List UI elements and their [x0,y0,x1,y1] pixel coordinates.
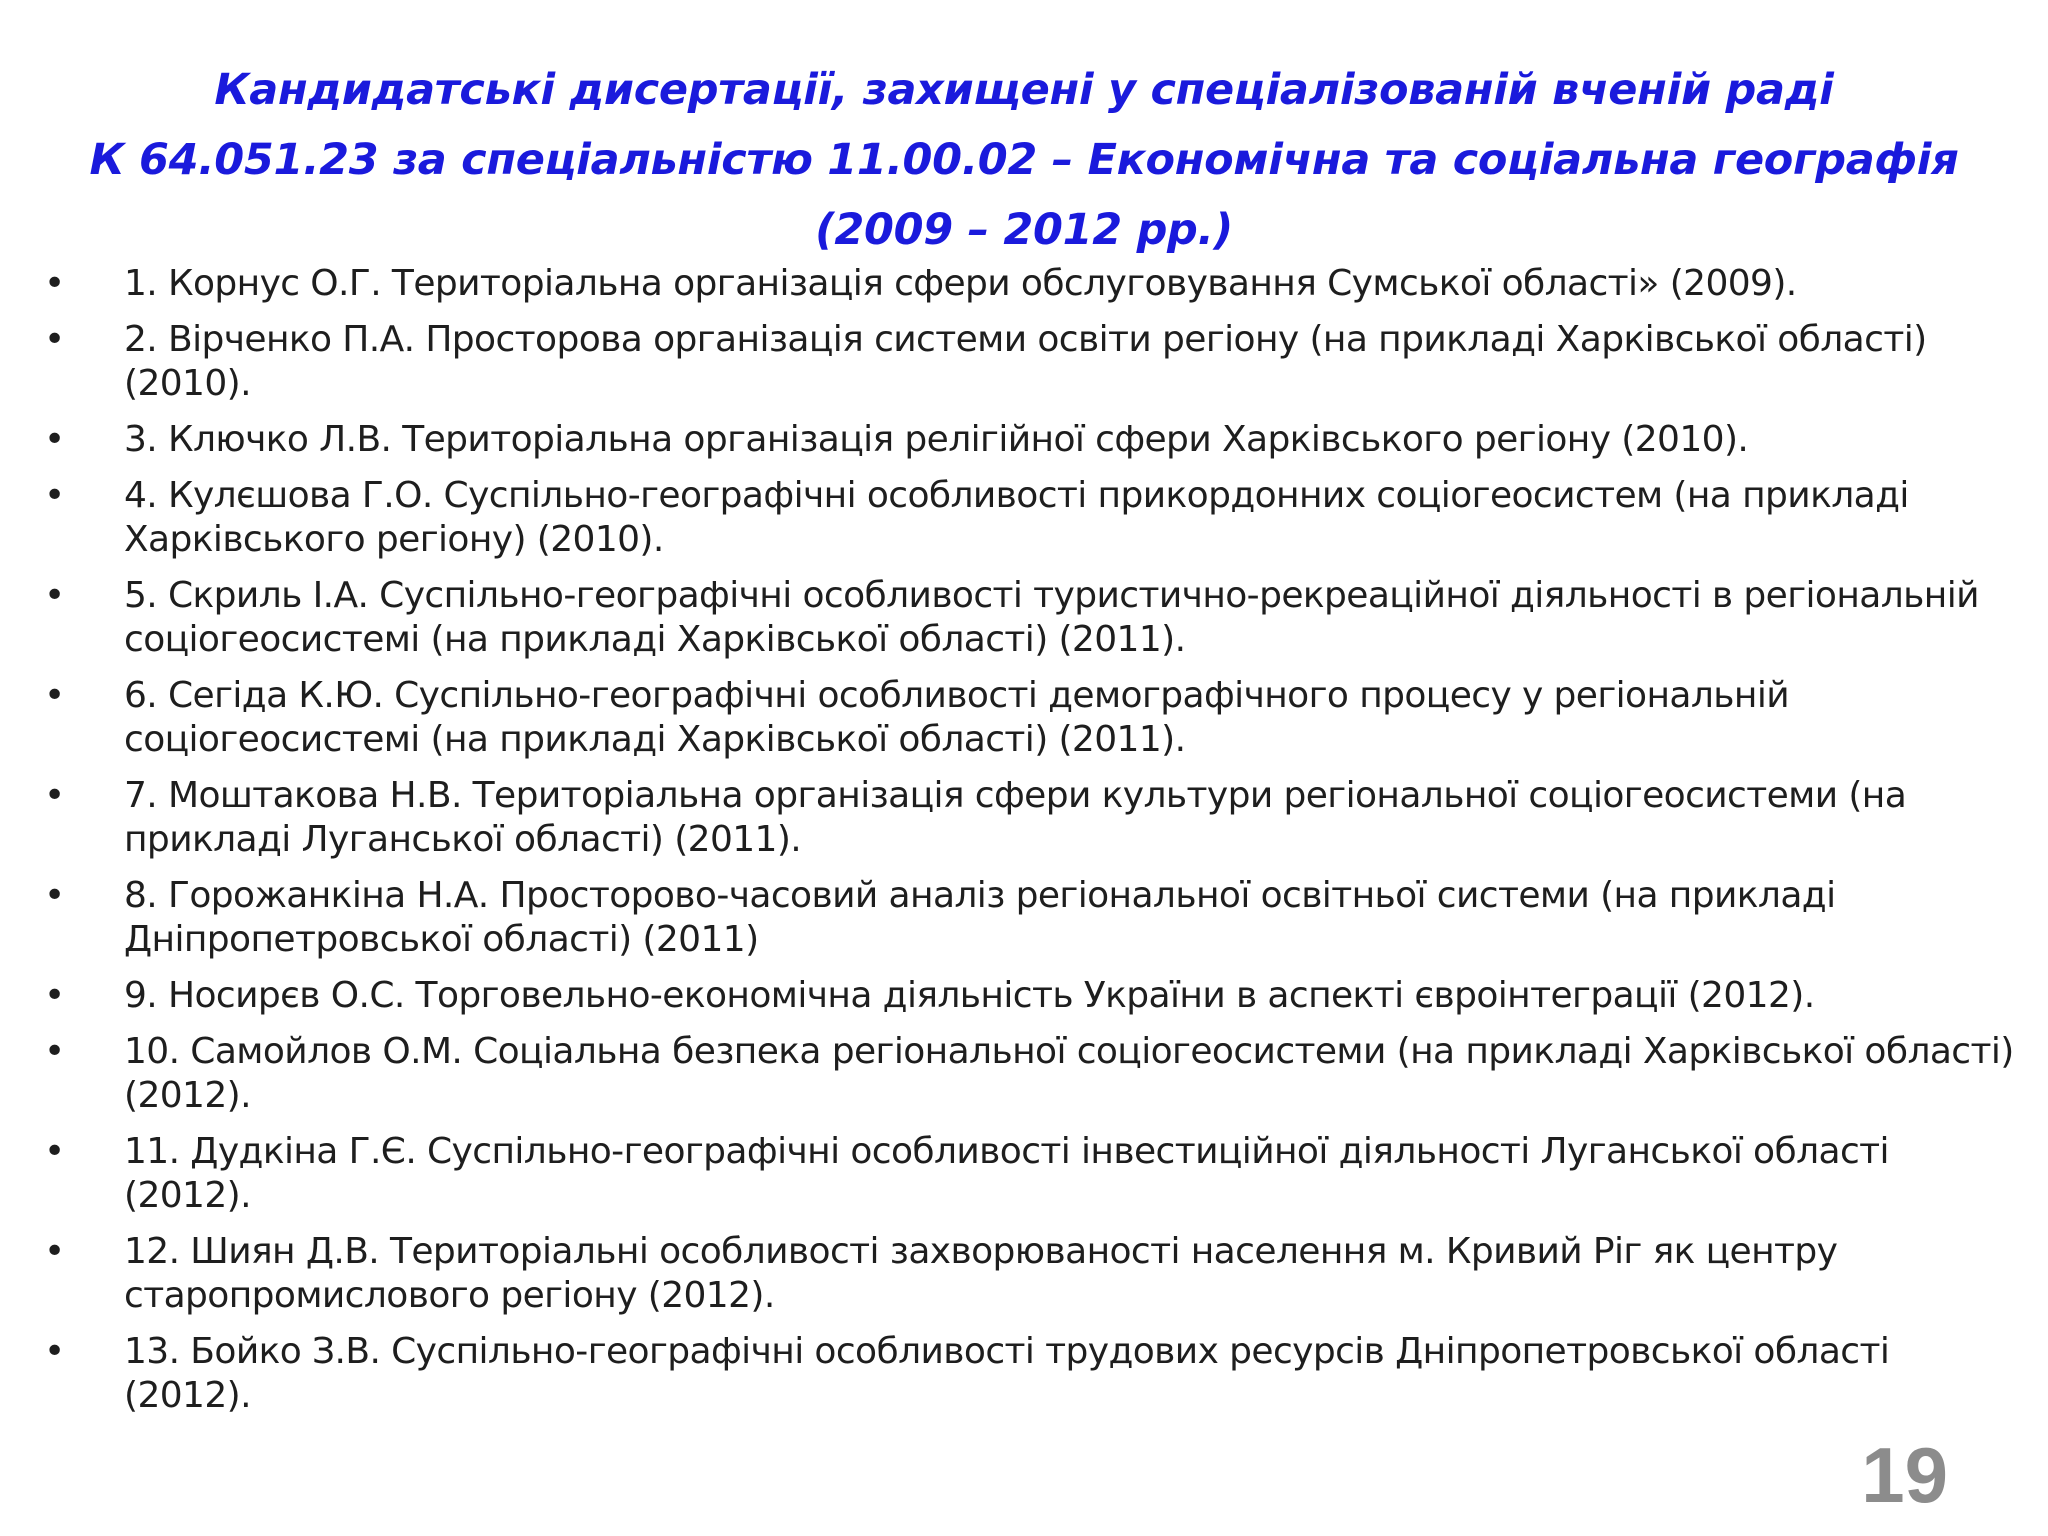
list-item [36,1030,2026,1118]
bullet-icon: • [44,419,65,460]
list-item [36,318,2026,406]
page-number: 19 [1861,1431,1948,1519]
list-item-text: 10. Самойлов О.М. Соціальна безпека регіональної соціогеосистеми (на прикладі Харківської області) (2012). [124,1031,2014,1116]
list-item-text: 3. Ключко Л.В. Територіальна організація релігійної сфери Харківського регіону (2010). [124,419,1749,460]
bullet-icon: • [44,575,65,616]
bullet-icon: • [44,319,65,360]
list-item [36,1130,2026,1218]
list-item-text: 7. Моштакова Н.В. Територіальна організація сфери культури регіональної соціогеосистеми (на прикладі Луганської області) (2011). [124,775,1907,860]
bullet-icon: • [44,1331,65,1372]
list-item [36,418,2026,462]
bullet-icon: • [44,263,65,304]
bullet-icon: • [44,775,65,816]
bullet-icon: • [44,1031,65,1072]
list-item-text: 9. Носирєв О.С. Торговельно-економічна діяльність України в аспекті євроінтеграції (2012). [124,975,1815,1016]
slide-title [40,55,2008,265]
list-item-text: 5. Скриль І.А. Суспільно-географічні особливості туристично-рекреаційної діяльності в регіональній соціогеосистемі (на прикладі Харківської області) (2011). [124,575,1979,660]
list-item [36,674,2026,762]
bullet-icon: • [44,875,65,916]
list-item [36,474,2026,562]
title-line-2: К 64.051.23 за спеціальністю 11.00.02 – Економічна та соціальна географія [89,134,1959,185]
list-item [36,262,2026,306]
list-item [36,974,2026,1018]
list-item-text: 12. Шиян Д.В. Територіальні особливості захворюваності населення м. Кривий Ріг як центру старопромислового регіону (2012). [124,1231,1838,1316]
list-item [36,874,2026,962]
list-item-text: 1. Корнус О.Г. Територіальна організація сфери обслуговування Сумської області» (2009). [124,263,1797,304]
bullet-icon: • [44,675,65,716]
bullet-icon: • [44,1131,65,1172]
list-item-text: 4. Кулєшова Г.О. Суспільно-географічні особливості прикордонних соціогеосистем (на прикладі Харківського регіону) (2010). [124,475,1909,560]
list-item-text: 8. Горожанкіна Н.А. Просторово-часовий аналіз регіональної освітньої системи (на прикладі Дніпропетровської області) (2011) [124,875,1836,960]
list-item [36,1330,2026,1418]
bullet-icon: • [44,975,65,1016]
title-line-3: (2009 – 2012 рр.) [815,204,1233,255]
list-item-text: 11. Дудкіна Г.Є. Суспільно-географічні особливості інвестиційної діяльності Луганської області (2012). [124,1131,1889,1216]
title-line-1: Кандидатські дисертації, захищені у спеціалізованій вченій раді [214,64,1834,115]
bullet-icon: • [44,1231,65,1272]
list-item [36,774,2026,862]
list-item [36,574,2026,662]
list-item-text: 13. Бойко З.В. Суспільно-географічні особливості трудових ресурсів Дніпропетровської області (2012). [124,1331,1890,1416]
bullet-icon: • [44,475,65,516]
list-item-text: 6. Сегіда К.Ю. Суспільно-географічні особливості демографічного процесу у регіональній соціогеосистемі (на прикладі Харківської області) (2011). [124,675,1790,760]
list-item-text: 2. Вірченко П.А. Просторова організація системи освіти регіону (на прикладі Харківської області) (2010). [124,319,1927,404]
dissertation-list [36,262,2026,1430]
list-item [36,1230,2026,1318]
